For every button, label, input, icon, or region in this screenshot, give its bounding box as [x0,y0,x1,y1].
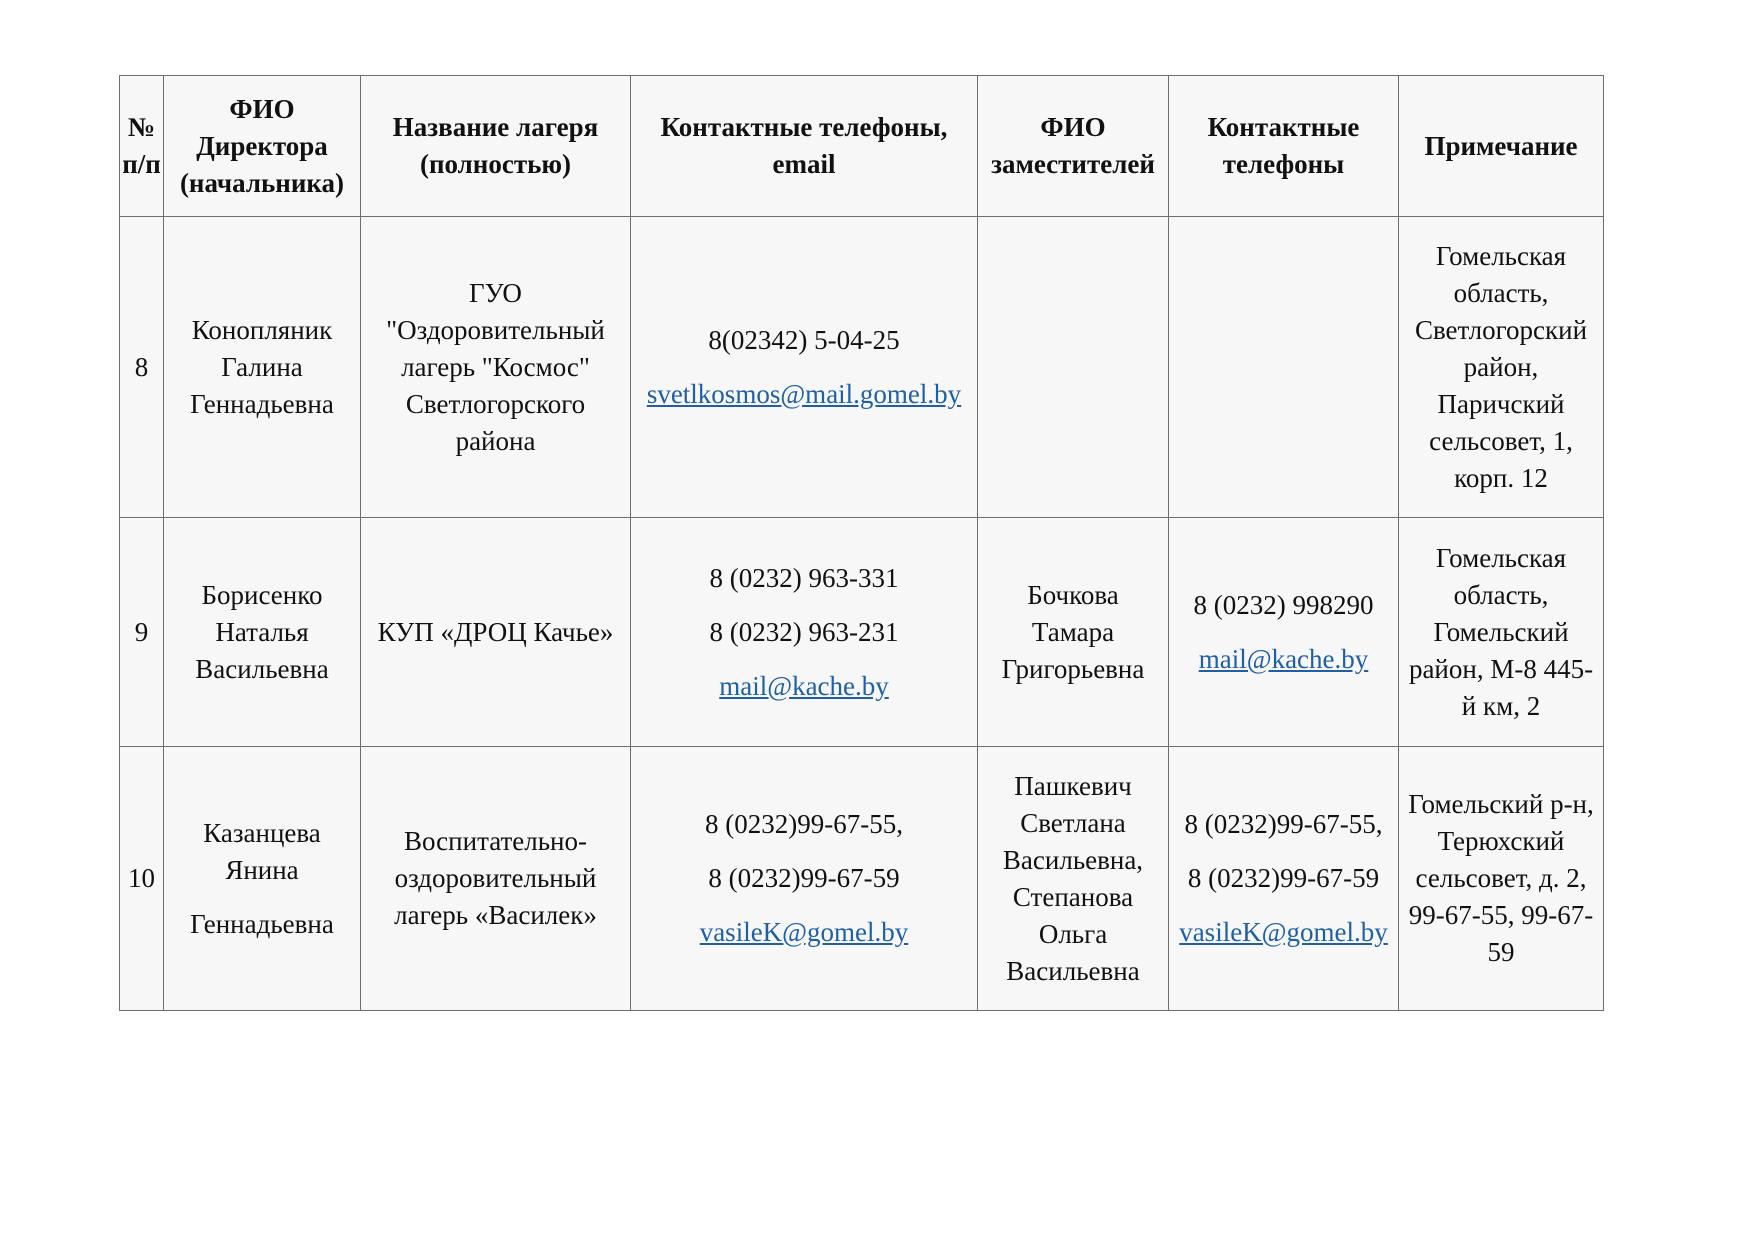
contact-phones: 8 (0232)99-67-55, 8 (0232)99-67-59 vasileK@gomel.by [631,747,978,1011]
row-number: 9 [120,518,164,747]
director-name: Казанцева Янина Геннадьевна [164,747,361,1011]
email-link[interactable]: mail@kache.by [719,670,889,701]
deputies-names [978,217,1169,518]
deputies-names: Пашкевич Светлана Васильевна, Степанова Ольга Васильевна [978,747,1169,1011]
table-row [120,747,1604,1011]
deputies-names: Бочкова Тамара Григорьевна [978,518,1169,747]
email-link[interactable]: vasileK@gomel.by [699,917,909,947]
header-camp-name: Название лагеря (полностью) [361,76,631,217]
camp-name: Воспитательно- оздоровительный лагерь «Василек» [361,747,631,1011]
director-name: Борисенко Наталья Васильевна [164,518,361,747]
note: Гомельская область, Гомельский район, М-8 445- й км, 2 [1399,518,1604,747]
header-director: ФИО Директора (начальника) [164,76,361,217]
table-header-row [120,76,1604,217]
deputy-phones: 8 (0232) 998290 mail@kache.by [1169,518,1399,747]
row-number: 10 [120,747,164,1011]
table-row [120,217,1604,518]
deputy-email-link[interactable]: vasileK@gomel.by [1179,917,1388,947]
header-contacts: Контактные телефоны, email [631,76,978,217]
note: Гомельский р-н, Терюхский сельсовет, д. 2, 99-67-55, 99-67- 59 [1399,747,1604,1011]
deputy-email-link[interactable]: mail@kache.by [1198,643,1369,674]
row-number: 8 [120,217,164,518]
header-num: № п/п [120,76,164,217]
director-name: Конопляник Галина Геннадьевна [164,217,361,518]
deputy-phones: 8 (0232)99-67-55, 8 (0232)99-67-59 vasileK@gomel.by [1169,747,1399,1011]
camps-table [119,75,1604,1011]
camp-name: КУП «ДРОЦ Качье» [361,518,631,747]
header-note: Примечание [1399,76,1604,217]
header-deputies: ФИО заместителей [978,76,1169,217]
contact-phones: 8(02342) 5-04-25 svetlkosmos@mail.gomel.by [631,217,978,518]
contact-phones: 8 (0232) 963-331 8 (0232) 963-231 mail@kache.by [631,518,978,747]
deputy-phones [1169,217,1399,518]
camp-name: ГУО "Оздоровительный лагерь "Космос" Светлогорского района [361,217,631,518]
header-deputy-phones: Контактные телефоны [1169,76,1399,217]
table-row [120,518,1604,747]
email-link[interactable]: svetlkosmos@mail.gomel.by [646,378,962,409]
note: Гомельская область, Светлогорский район, Паричский сельсовет, 1, корп. 12 [1399,217,1604,518]
